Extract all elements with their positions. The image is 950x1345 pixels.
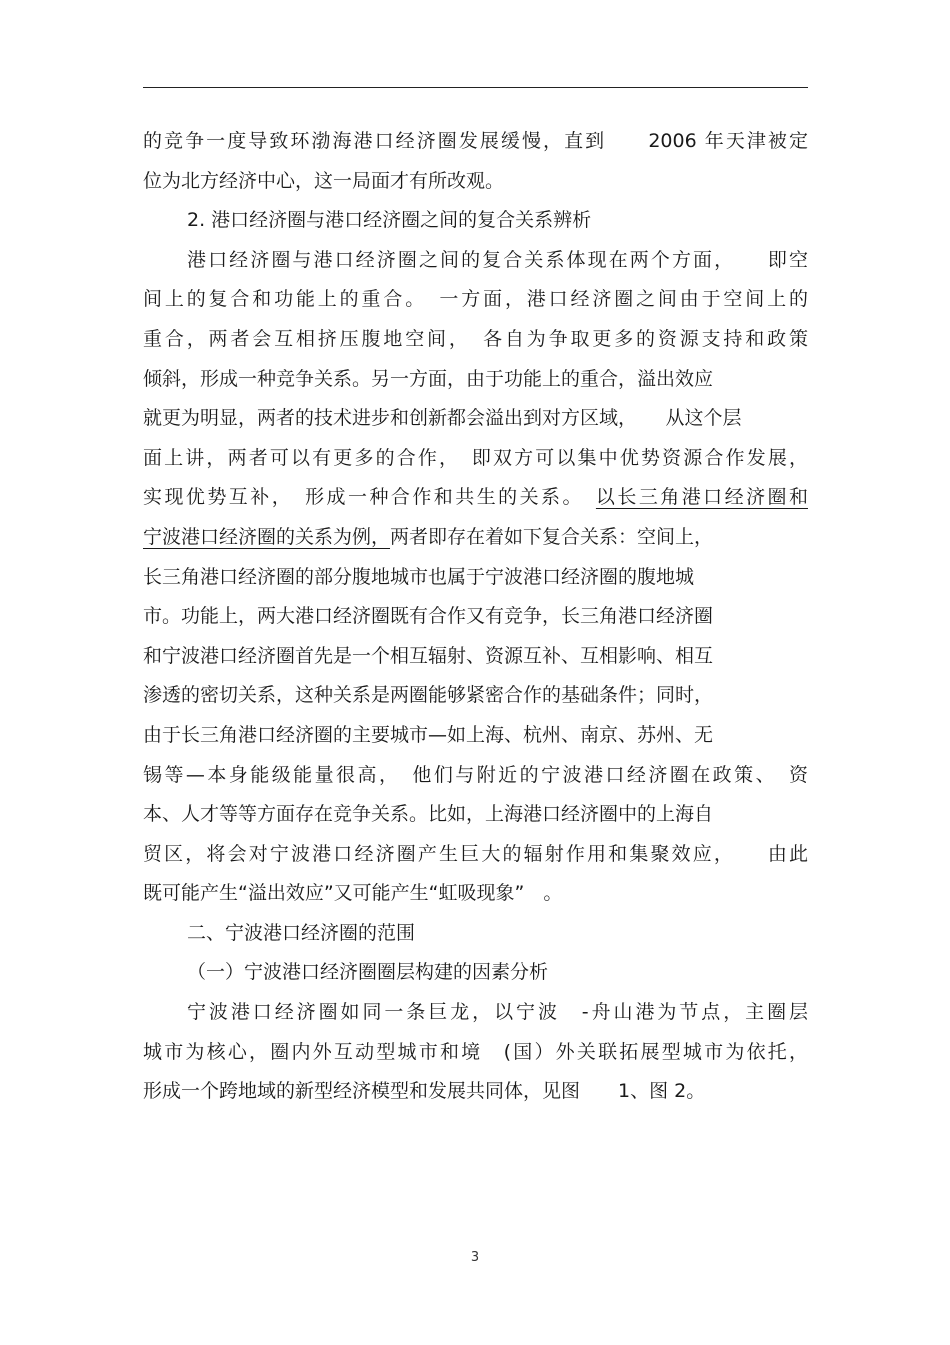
- text-line: 市。功能上，两大港口经济圈既有合作又有竞争，长三角港口经济圈: [143, 605, 714, 628]
- text-line: 和宁波港口经济圈首先是一个相互辐射、资源互补、互相影响、相互: [143, 644, 714, 667]
- text-line: 城市为核心，圈内外互动型城市和境 (国）外关联拓展型城市为依托，: [143, 1040, 808, 1063]
- text-line: 的竞争一度导致环渤海港口经济圈发展缓慢，直到 2006 年天津被定: [143, 130, 808, 152]
- text-line: 本、人才等等方面存在竞争关系。比如，上海港口经济圈中的上海自: [143, 803, 714, 826]
- text-line: 位为北方经济中心，这一局面才有所改观。: [143, 169, 505, 192]
- text-line: 面上讲，两者可以有更多的合作， 即双方可以集中优势资源合作发展，: [143, 446, 808, 469]
- text-line: 重合，两者会互相挤压腹地空间， 各自为争取更多的资源支持和政策: [143, 327, 808, 350]
- text-line: 间上的复合和功能上的重合。 一方面，港口经济圈之间由于空间上的: [143, 288, 808, 311]
- section-heading: 2. 港口经济圈与港口经济圈之间的复合关系辨析: [187, 209, 592, 232]
- text-line: 渗透的密切关系，这种关系是两圈能够紧密合作的基础条件；同时，: [143, 684, 714, 707]
- text-line: 倾斜，形成一种竞争关系。另一方面，由于功能上的重合，溢出效应: [143, 367, 714, 390]
- header-rule: [143, 87, 808, 88]
- text-line: 锡等—本身能级能量很高， 他们与附近的宁波港口经济圈在政策、 资: [143, 763, 808, 786]
- underlined-text: 以长三角港口经济圈和: [595, 486, 808, 509]
- text-line: 港口经济圈与港口经济圈之间的复合关系体现在两个方面， 即空: [187, 248, 808, 271]
- section-heading: 二、宁波港口经济圈的范围: [187, 921, 416, 944]
- text-line: 宁波港口经济圈如同一条巨龙，以宁波 -舟山港为节点，主圈层: [187, 1001, 808, 1024]
- subsection-heading: （一）宁波港口经济圈圈层构建的因素分析: [187, 961, 549, 984]
- text-line: 贸区，将会对宁波港口经济圈产生巨大的辐射作用和集聚效应， 由此: [143, 842, 808, 865]
- underlined-text: 宁波港口经济圈的关系为例，: [143, 525, 391, 548]
- line-text: 两者即存在着如下复合关系：空间上，: [390, 525, 714, 548]
- text-line: [143, 518, 808, 558]
- page-number: 3: [470, 1250, 480, 1265]
- text-line: 就更为明显，两者的技术进步和创新都会溢出到对方区域， 从这个层: [143, 407, 742, 430]
- text-line: 长三角港口经济圈的部分腹地城市也属于宁波港口经济圈的腹地城: [143, 565, 695, 588]
- document-body: [143, 122, 808, 1112]
- line-text: 实现优势互补， 形成一种合作和共生的关系。: [143, 486, 596, 509]
- text-line: 既可能产生“溢出效应”又可能产生“虹吸现象” 。: [143, 882, 563, 905]
- text-line: 形成一个跨地域的新型经济模型和发展共同体，见图 1、图 2。: [143, 1080, 706, 1103]
- text-line: [143, 478, 808, 518]
- text-line: 由于长三角港口经济圈的主要城市—如上海、杭州、南京、苏州、无: [143, 723, 714, 746]
